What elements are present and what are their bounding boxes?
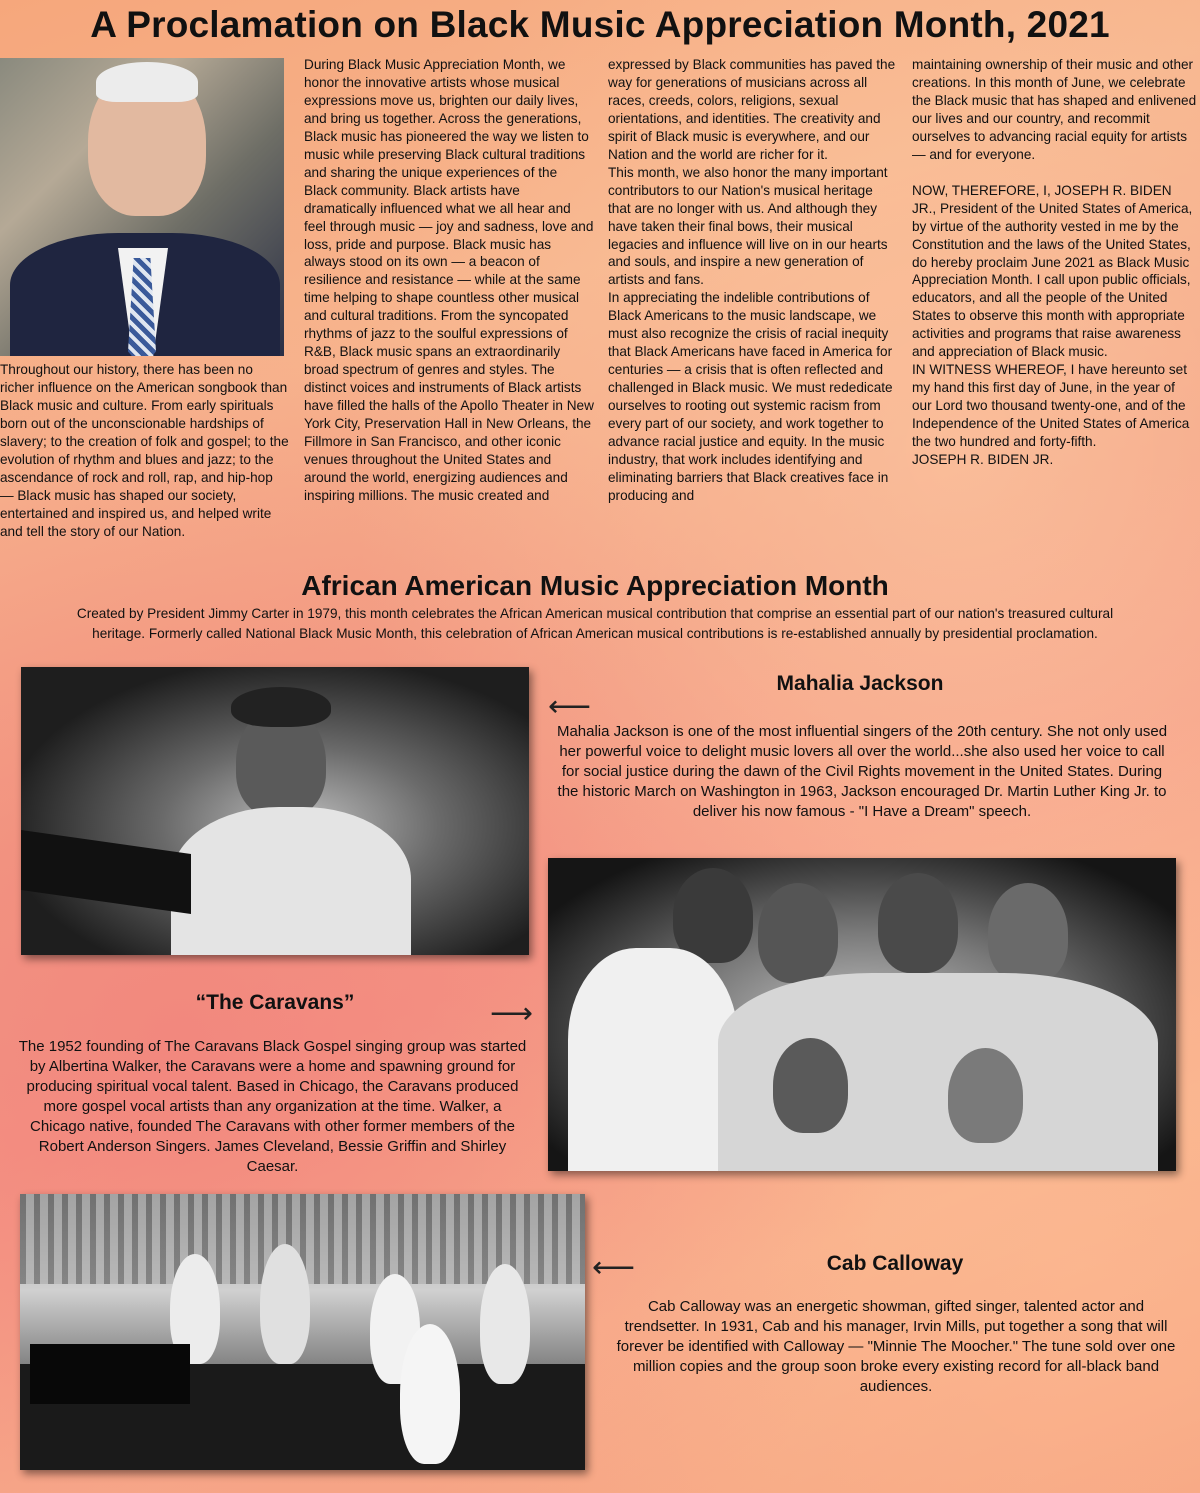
arrow-right-icon: ⟶ xyxy=(490,997,534,1030)
caravans-heading: “The Caravans” xyxy=(195,991,355,1014)
proclamation-paragraph: IN WITNESS WHEREOF, I have hereunto set my hand this first day of June, in the year of our Lord two thousand twenty-one, and of the Independence of the United States of America the two hundred and forty-fifth. xyxy=(912,362,1190,450)
proclamation-column-3 xyxy=(608,56,898,505)
proclamation-paragraph: In appreciating the indelible contributions of Black Americans to the music landscape, we must also recognize the crisis of racial inequity that Black Americans have faced in America for centuries — a crisis that is often reflected and challenged in Black music. We must rededicate ourselves to rooting out systemic racism from every part of our society, and work together to advance racial justice and equity. In the music industry, that work includes identifying and eliminating barriers that Black creatives face in producing and xyxy=(608,290,893,503)
mahalia-jackson-heading: Mahalia Jackson xyxy=(776,672,944,695)
mahalia-jackson-text: Mahalia Jackson is one of the most influential singers of the 20th century. She not only used her powerful voice to delight music lovers all over the world...she also used her voice to call for social justice during the dawn of the Civil Rights movement in the United States. During the historic March on Washington in 1963, Jackson encouraged Dr. Martin Luther King Jr. to deliver his now famous - "I Have a Dream" speech. xyxy=(556,723,1168,820)
signature-line: JOSEPH R. BIDEN JR. xyxy=(912,452,1054,468)
proclamation-paragraph: This month, we also honor the many important contributors to our Nation's musical heritage that are no longer with us. And although they have taken their final bows, their musical legacies and influence will live on in our hearts and souls, and inspire a new generation of artists and fans. xyxy=(608,164,888,288)
caravans-photo xyxy=(548,858,1176,1171)
proclamation-paragraph: Throughout our history, there has been no richer influence on the American songbook than Black music and culture. From early spirituals born out of the unconscionable hardships of slavery; to the creation of folk and gospel; to the evolution of rhythm and blues and jazz; to the ascendance of rock and roll, rap, and hip-hop — Black music has shaped our society, entertained and inspired us, and helped write and tell the story of our Nation. xyxy=(0,362,289,539)
caravans-text: The 1952 founding of The Caravans Black Gospel singing group was started by Albertina Walker, the Caravans were a home and spawning ground for producing spiritual vocal talent. Based in Chicago, the Caravans produced more gospel vocal artists than any organization at the time. Walker, a Chicago native, founded The Caravans with other former members of the Robert Anderson Singers. James Cleveland, Bessie Griffin and Shirley Caesar. xyxy=(18,1038,527,1175)
cab-calloway-band-photo xyxy=(20,1194,585,1470)
page-title: A Proclamation on Black Music Appreciation Month, 2021 xyxy=(90,4,1110,45)
proclamation-column-2 xyxy=(304,56,594,505)
biden-photo xyxy=(0,58,284,356)
section-intro: Created by President Jimmy Carter in 1979, this month celebrates the African American musical contribution that comprise an essential part of our nation's treasured cultural heritage. Formerly called National Black Music Month, this celebration of African American musical contributions is re-established annually by presidential proclamation. xyxy=(76,606,1114,641)
cab-calloway-heading: Cab Calloway xyxy=(826,1252,964,1275)
section-title: African American Music Appreciation Month xyxy=(301,570,889,601)
mahalia-jackson-photo xyxy=(21,667,529,955)
proclamation-paragraph: maintaining ownership of their music and other creations. In this month of June, we celebrate the Black music that has shaped and enlivened our lives and our country, and recommit ourselves to advancing racial equity for artists — and for everyone. xyxy=(912,57,1197,162)
proclamation-paragraph: During Black Music Appreciation Month, we honor the innovative artists whose musical expressions move us, brighten our daily lives, and bring us together. Across the generations, Black music has pioneered the way we listen to music while preserving Black cultural traditions and sharing the unique experiences of the Black community. Black artists have dramatically influenced what we all hear and feel through music — joy and sadness, love and loss, pride and purpose. Black music has always stood on its own — a beacon of resilience and resistance — while at the same time helping to shape countless other musical and cultural traditions. From the syncopated rhythms of jazz to the soulful expressions of R&B, Black music spans an extraordinarily broad spectrum of genres and styles. The distinct voices and instruments of Black artists have filled the halls of the Apollo Theater in New York City, Preservation Hall in New Orleans, the Fillmore in San Francisco, and other iconic venues throughout the United States and around the world, energizing audiences and inspiring millions. The music created and xyxy=(304,57,594,503)
proclamation-paragraph: NOW, THEREFORE, I, JOSEPH R. BIDEN JR., President of the United States of America, by virtue of the authority vested in me by the Constitution and the laws of the United States, do hereby proclaim June 2021 as Black Music Appreciation Month. I call upon public officials, educators, and all the people of the United States to observe this month with appropriate activities and programs that raise awareness and appreciation of Black music. xyxy=(912,182,1193,360)
proclamation-column-4 xyxy=(912,56,1197,469)
proclamation-paragraph: expressed by Black communities has paved the way for generations of musicians across all races, creeds, colors, religions, sexual orientations, and identities. The creativity and spirit of Black music is everywhere, and our Nation and the world are richer for it. xyxy=(608,57,896,162)
cab-calloway-text: Cab Calloway was an energetic showman, gifted singer, talented actor and trendsetter. In 1931, Cab and his manager, Irvin Mills, put together a song that will forever be identified with Calloway — "Minnie The Moocher." The tune sold over one million copies and the group soon broke every existing record for all-black band audiences. xyxy=(616,1298,1176,1395)
proclamation-column-1 xyxy=(0,361,290,541)
arrow-left-icon: ⟵ xyxy=(592,1251,636,1284)
arrow-left-icon: ⟵ xyxy=(548,690,592,723)
